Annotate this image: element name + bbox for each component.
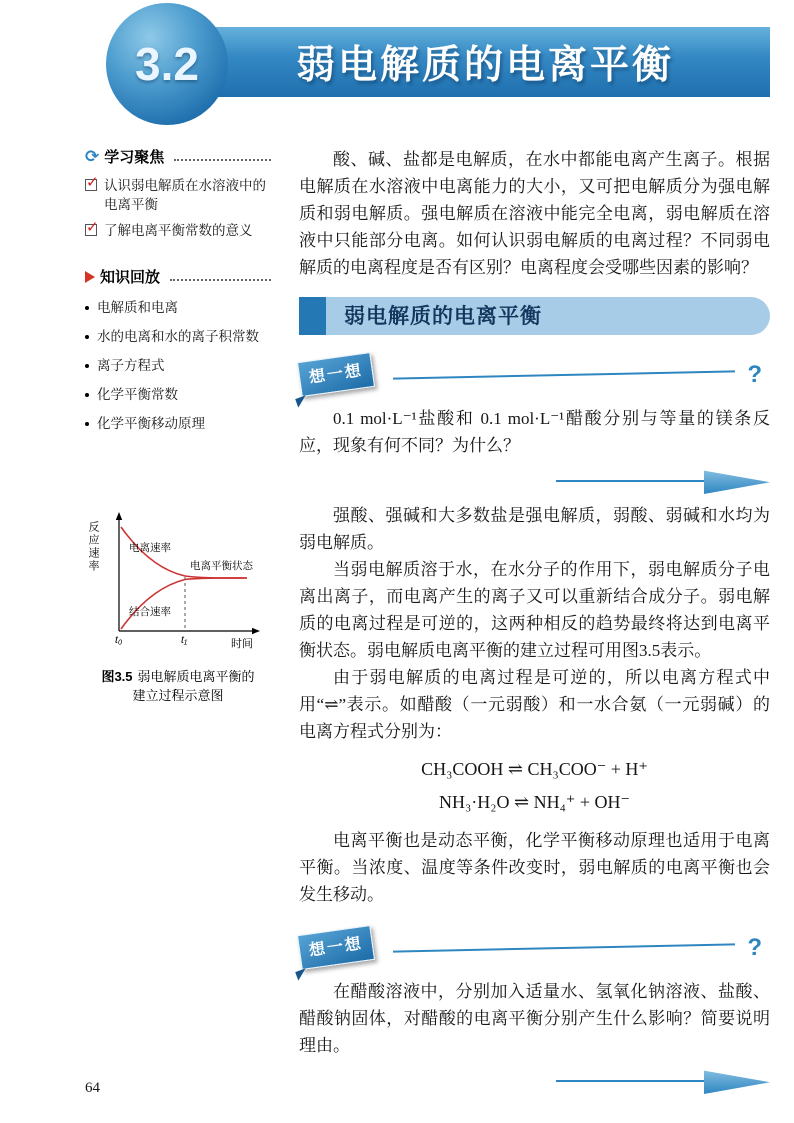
body-paragraph: 强酸、强碱和大多数盐是强电解质，弱酸、弱碱和水均为弱电解质。 xyxy=(299,506,770,552)
knowledge-review-block xyxy=(85,266,271,433)
bullet-icon xyxy=(85,364,89,368)
page-number: 64 xyxy=(85,1080,100,1096)
think-question: 在醋酸溶液中，分别加入适量水、氢氧化钠溶液、盐酸、醋酸钠固体，对醋酸的电离平衡分别产生什么影响？简要说明理由。 xyxy=(299,982,770,1055)
body-paragraph: 电离平衡也是动态平衡，化学平衡移动原理也适用于电离平衡。当浓度、温度等条件改变时，弱电解质的电离平衡也会发生移动。 xyxy=(299,831,770,904)
think-footer xyxy=(299,1068,770,1094)
decorative-line xyxy=(393,370,735,379)
review-item-label: 电解质和电离 xyxy=(97,300,178,315)
learning-focus-list xyxy=(85,176,271,240)
decorative-line xyxy=(556,1080,706,1082)
think-box-1 xyxy=(299,357,770,494)
sidebar xyxy=(85,146,271,1102)
arrow-flag-icon xyxy=(704,1068,770,1094)
section-number-badge xyxy=(106,3,228,125)
figure-caption-label: 图3.5 xyxy=(101,669,133,684)
rate-time-chart xyxy=(85,507,271,659)
section-heading-banner xyxy=(299,297,770,335)
list-item xyxy=(85,328,271,346)
review-item-label: 离子方程式 xyxy=(97,358,165,373)
bullet-icon xyxy=(85,422,89,426)
checkbox-checked-icon xyxy=(85,179,97,191)
body-paragraph: 当弱电解质溶于水，在水分子的作用下，弱电解质分子电离出离子，而电离产生的离子又可以重新结合成分子。弱电解质的电离过程是可逆的，这两种相反的趋势最终将达到电离平衡状态。弱电解质电离平衡的建立过程可用图3.5表示。 xyxy=(299,560,770,660)
list-item xyxy=(85,357,271,375)
curve-label-recombination: 结合速率 xyxy=(129,606,171,618)
chapter-title-banner xyxy=(168,27,770,97)
dotted-leader xyxy=(170,272,271,281)
list-item xyxy=(85,386,271,404)
main-content xyxy=(299,146,770,1102)
equation-ammonia: NH₃·H₂O ⇌ NH₄⁺ + OH⁻ xyxy=(438,792,631,812)
figure-caption-line1: 弱电解质电离平衡的 xyxy=(137,669,255,684)
page-columns xyxy=(85,146,770,1102)
checkbox-checked-icon xyxy=(85,224,97,236)
refresh-icon xyxy=(85,148,99,165)
tick-t1: t₁ xyxy=(181,634,188,646)
bullet-icon xyxy=(85,306,89,310)
arrow-flag-icon xyxy=(704,468,770,494)
review-item-label: 水的电离和水的离子积常数 xyxy=(97,329,259,344)
chart-y-axis-label: 反应速率 xyxy=(87,521,99,573)
figure-caption xyxy=(85,667,271,705)
focus-item-label: 认识弱电解质在水溶液中的电离平衡 xyxy=(104,178,266,212)
knowledge-review-list xyxy=(85,299,271,433)
curve-label-ionization: 电离速率 xyxy=(129,542,171,554)
section-heading-text: 弱电解质的电离平衡 xyxy=(344,304,542,328)
think-badge: 想一想 xyxy=(297,925,375,970)
think-badge: 想一想 xyxy=(297,352,375,397)
section-number: 3.2 xyxy=(135,38,199,90)
think-question: 0.1 mol·L⁻¹盐酸和 0.1 mol·L⁻¹醋酸分别与等量的镁条反应，现象有何不同？为什么？ xyxy=(299,409,770,455)
list-item xyxy=(85,221,271,240)
think-header xyxy=(299,930,770,965)
knowledge-review-header xyxy=(85,266,271,287)
equation-block xyxy=(299,753,770,819)
chart-x-axis-label: 时间 xyxy=(231,638,253,650)
question-mark-icon: ? xyxy=(747,361,762,388)
list-item xyxy=(85,299,271,317)
learning-focus-header xyxy=(85,146,271,167)
chapter-title: 弱电解质的电离平衡 xyxy=(296,44,675,87)
learning-focus-block xyxy=(85,146,271,240)
bullet-icon xyxy=(85,393,89,397)
figure-caption-line2: 建立过程示意图 xyxy=(132,688,224,703)
bullet-icon xyxy=(85,335,89,339)
equilibrium-annotation: 电离平衡状态 xyxy=(190,560,253,572)
equation-acetic-acid: CH₃COOH ⇌ CH₃COO⁻ + H⁺ xyxy=(421,759,648,779)
chart-canvas xyxy=(101,507,265,659)
decorative-line xyxy=(556,480,706,482)
body-paragraph: 由于弱电解质的电离过程是可逆的，所以电离方程式中用“⇌”表示。如醋酸（一元弱酸）和一水合氨（一元弱碱）的电离方程式分别为： xyxy=(299,668,770,741)
think-footer xyxy=(299,468,770,494)
figure-3-5 xyxy=(85,507,271,705)
list-item xyxy=(85,415,271,433)
list-item xyxy=(85,176,271,214)
think-header xyxy=(299,357,770,392)
think-box-2 xyxy=(299,930,770,1094)
play-triangle-icon xyxy=(85,271,95,283)
knowledge-review-title: 知识回放 xyxy=(100,269,161,286)
review-item-label: 化学平衡常数 xyxy=(97,387,178,402)
question-mark-icon: ? xyxy=(747,934,762,961)
decorative-line xyxy=(393,943,735,952)
intro-paragraph: 酸、碱、盐都是电解质，在水中都能电离产生离子。根据电解质在水溶液中电离能力的大小，又可把电解质分为强电解质和弱电解质。强电解质在溶液中能完全电离，弱电解质在溶液中只能部分电离。如何认识弱电解质的电离过程？不同弱电解质的电离程度是否有区别？电离程度会受哪些因素的影响？ xyxy=(299,150,770,277)
dotted-leader xyxy=(174,152,271,161)
section-heading xyxy=(326,297,770,335)
focus-item-label: 了解电离平衡常数的意义 xyxy=(104,223,253,238)
review-item-label: 化学平衡移动原理 xyxy=(97,416,205,431)
tick-t0: t₀ xyxy=(115,634,123,646)
learning-focus-title: 学习聚焦 xyxy=(104,149,165,166)
section-heading-tab xyxy=(299,297,326,335)
